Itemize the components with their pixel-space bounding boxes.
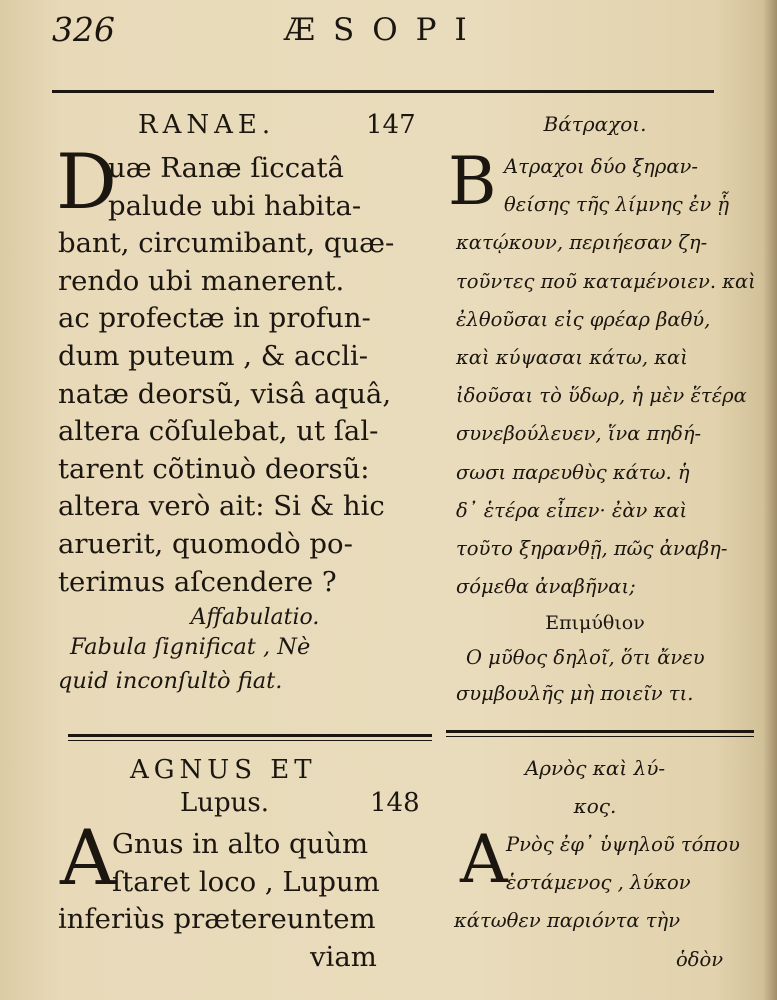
text-line: inferiùs prætereuntem (58, 903, 376, 936)
text-line: palude ubi habita- (108, 189, 362, 222)
greek-moral-heading: Επιμύθιον (545, 612, 645, 635)
fable-title: AGNUS ET (130, 755, 317, 785)
text-line: Gnus in alto quùm (112, 828, 369, 860)
text-line: terimus aſcendere ? (58, 565, 337, 598)
text-line: tarent cõtinuò deorsũ: (58, 452, 370, 485)
greek-drop-capital: B (448, 143, 497, 220)
text-line: altera cõſulebat, ut ſal- (58, 415, 379, 448)
fable-148-latin (58, 752, 422, 976)
fable-number: 148 (370, 788, 420, 818)
text-line: ac profectæ in profun- (58, 302, 371, 335)
greek-text-line: Ρνὸς ἐφ᾽ ὑψηλοῦ τόπου (506, 833, 740, 856)
drop-capital: A (60, 813, 115, 902)
fable-separator-left (68, 734, 432, 737)
text-line: bant, circumibant, quæ- (58, 227, 395, 260)
fable-separator-right-thin (446, 736, 754, 737)
greek-text-line: σόμεθα ἀναβῆναι; (456, 575, 636, 599)
fable-147-latin (58, 110, 422, 698)
fable-title-continued: Lupus. (180, 788, 270, 818)
moral-heading: Affabulatio. (190, 605, 320, 631)
greek-text-line: δ᾽ ἑτέρα εἶπεν· ἐὰν καὶ (456, 498, 688, 522)
text-line: dum puteum , & accli- (58, 339, 369, 372)
moral-line: Fabula ſignificat , Nè (70, 634, 311, 661)
text-line: aruerit, quomodò po- (58, 527, 353, 560)
moral-line: quid inconſultò fiat. (58, 668, 283, 695)
greek-moral-line: Ο μῦθος δηλοῖ, ὅτι ἄνευ (466, 646, 705, 670)
greek-drop-capital: A (460, 821, 508, 898)
text-line: rendo ubi manerent. (58, 264, 345, 297)
greek-text-line: κατῴκουν, περιήεσαν ζη- (456, 231, 708, 255)
page-gutter-shadow (763, 0, 777, 1000)
fable-number: 147 (366, 110, 416, 140)
text-line: viam (310, 940, 377, 973)
greek-text-line: τοῦτο ξηρανθῇ, πῶς ἀναβη- (456, 536, 728, 560)
fable-title: RANAE. (138, 110, 276, 140)
greek-text-line: θείσης τῆς λίμνης ἐν ᾗ (504, 193, 730, 217)
greek-text-line: τοῦντες ποῦ καταμένοιεν. καὶ (456, 269, 756, 293)
running-head: ÆSOPI (284, 12, 485, 48)
greek-text-line: ἐλθοῦσαι εἰς φρέαρ βαθύ, (456, 307, 711, 331)
greek-text-line: κάτωθεν παριόντα τὴν (454, 909, 681, 933)
fable-separator-left-thin (68, 740, 432, 741)
greek-text-line: ἑστάμενος , λύκον (506, 871, 691, 895)
text-line: ſtaret loco , Lupum (112, 865, 380, 898)
greek-text-line: ἰδοῦσαι τὸ ὕδωρ, ἡ μὲν ἕτέρα (456, 384, 747, 408)
greek-moral-line: συμβουλῆς μὴ ποιεῖν τι. (456, 682, 694, 706)
fable-148-greek (440, 750, 750, 979)
fable-separator-right (446, 730, 754, 733)
greek-text-line: ὁδὸν (676, 947, 724, 971)
greek-fable-title: Βάτραχοι. (543, 112, 647, 136)
text-line: altera verò ait: Si & hic (58, 490, 385, 523)
text-line: natæ deorsũ, visâ aquâ, (58, 377, 392, 410)
page-number: 326 (52, 10, 115, 49)
drop-capital: D (56, 137, 117, 226)
greek-text-line: συνεβούλευεν, ἵνα πηδή- (456, 422, 702, 446)
text-line: uæ Ranæ ſiccatâ (108, 152, 344, 184)
fable-147-greek (440, 112, 756, 712)
greek-text-line: Ατραχοι δύο ξηραν- (504, 155, 698, 178)
greek-text-line: σωσι παρευθὺς κάτω. ἡ (456, 460, 690, 484)
greek-fable-title: Αρνὸς καὶ λύ- (524, 756, 666, 780)
greek-fable-title-continued: κος. (573, 794, 617, 818)
greek-text-line: καὶ κύψασαι κάτω, καὶ (456, 345, 688, 369)
header-rule (52, 90, 714, 93)
